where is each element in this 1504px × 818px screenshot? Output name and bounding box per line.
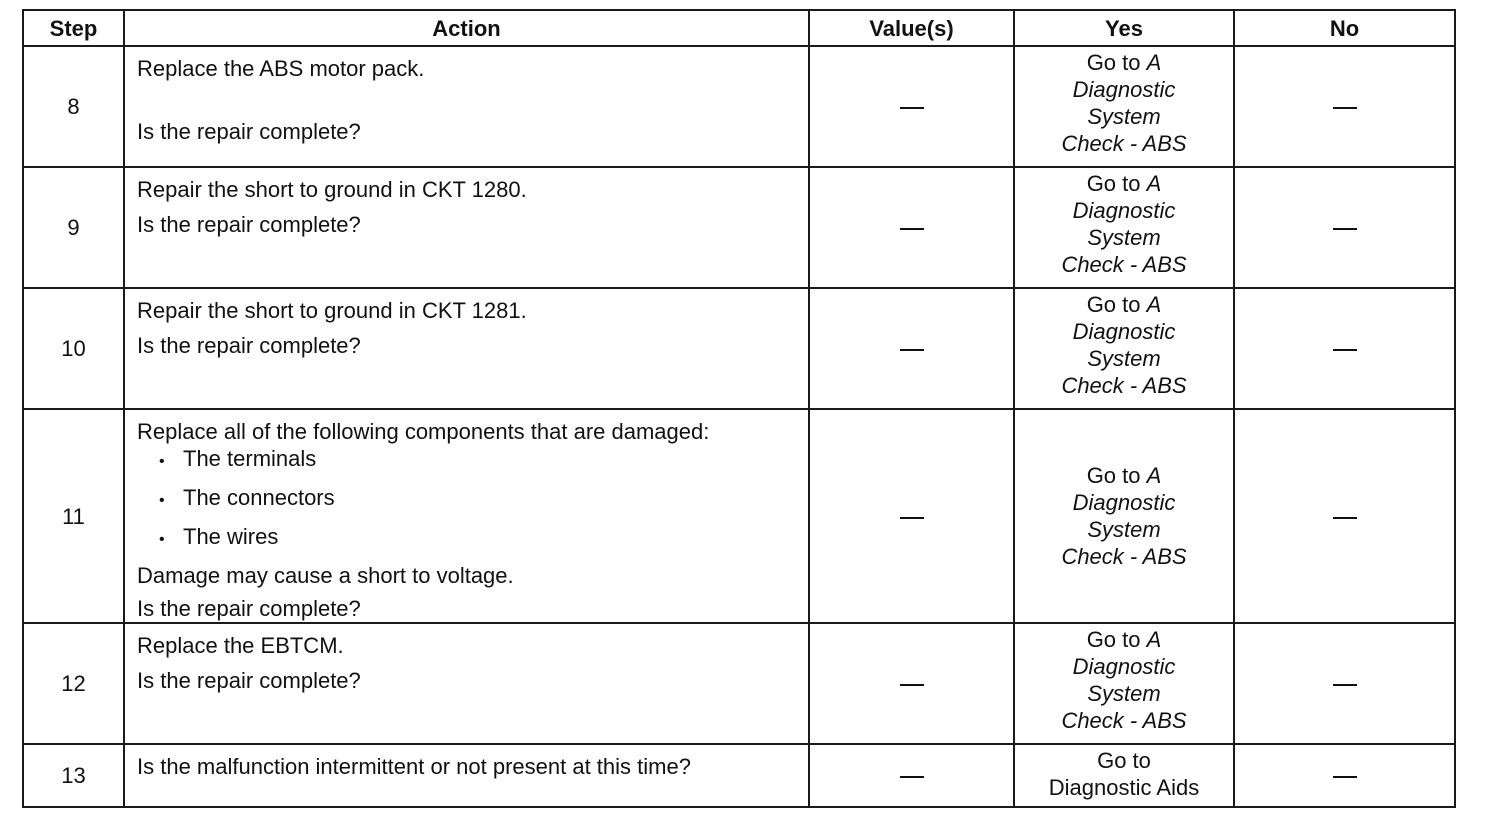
yes-a: A (1146, 171, 1162, 196)
action-text: Replace all of the following components that are damaged: (137, 419, 710, 444)
yes-cell (1014, 288, 1234, 409)
yes-cell (1014, 623, 1234, 744)
yes-check-abs: Check - ABS (1061, 252, 1187, 277)
dash-icon (900, 107, 924, 109)
action-cell (124, 167, 809, 288)
header-action: Action (124, 10, 809, 46)
table-row (23, 167, 1455, 288)
bullet-item (137, 445, 796, 475)
table-row (23, 744, 1455, 807)
yes-system: System (1087, 346, 1161, 371)
action-question: Is the repair complete? (137, 119, 361, 144)
value-cell (809, 744, 1014, 807)
bullet-icon: • (159, 492, 165, 509)
action-text: Is the malfunction intermittent or not present at this time? (137, 754, 691, 779)
header-yes: Yes (1014, 10, 1234, 46)
action-note: Damage may cause a short to voltage. (137, 563, 514, 588)
table-row (23, 46, 1455, 167)
action-cell (124, 46, 809, 167)
dash-icon (900, 349, 924, 351)
dash-icon (1333, 228, 1357, 230)
yes-cell (1014, 46, 1234, 167)
table-row (23, 623, 1455, 744)
bullet-icon: • (159, 531, 165, 548)
yes-check-abs: Check - ABS (1061, 373, 1187, 398)
yes-system: System (1087, 104, 1161, 129)
dash-icon (1333, 107, 1357, 109)
action-cell (124, 409, 809, 623)
step-number: 8 (23, 46, 124, 167)
dash-icon (900, 776, 924, 778)
yes-a: A (1146, 627, 1162, 652)
step-number: 11 (23, 409, 124, 623)
yes-diagnostic: Diagnostic (1072, 490, 1176, 515)
yes-cell (1014, 167, 1234, 288)
action-cell (124, 623, 809, 744)
header-row (23, 10, 1455, 46)
action-question: Is the repair complete? (137, 668, 361, 693)
header-no: No (1234, 10, 1455, 46)
yes-check-abs: Check - ABS (1061, 131, 1187, 156)
value-cell (809, 623, 1014, 744)
action-question: Is the repair complete? (137, 596, 361, 621)
yes-go-to: Go to (1097, 748, 1151, 773)
no-cell (1234, 623, 1455, 744)
yes-go-to: Go to (1086, 171, 1141, 196)
dash-icon (900, 517, 924, 519)
no-cell (1234, 744, 1455, 807)
action-question: Is the repair complete? (137, 333, 361, 358)
yes-diagnostic: Diagnostic (1072, 77, 1176, 102)
value-cell (809, 409, 1014, 623)
dash-icon (1333, 517, 1357, 519)
yes-system: System (1087, 517, 1161, 542)
yes-diagnostic: Diagnostic (1072, 198, 1176, 223)
yes-cell (1014, 744, 1234, 807)
step-number: 12 (23, 623, 124, 744)
step-number: 10 (23, 288, 124, 409)
bullet-item (137, 484, 796, 514)
dash-icon (1333, 684, 1357, 686)
dash-icon (1333, 776, 1357, 778)
yes-diagnostic: Diagnostic (1072, 654, 1176, 679)
no-cell (1234, 46, 1455, 167)
bullet-icon: • (159, 453, 165, 470)
yes-diagnostic: Diagnostic (1072, 319, 1176, 344)
bullet-text: The wires (183, 524, 279, 549)
table-row (23, 409, 1455, 623)
action-cell (124, 744, 809, 807)
dash-icon (1333, 349, 1357, 351)
dash-icon (900, 228, 924, 230)
header-values: Value(s) (809, 10, 1014, 46)
step-number: 9 (23, 167, 124, 288)
diagnostic-table (22, 9, 1456, 808)
bullet-item (137, 523, 796, 553)
step-number: 13 (23, 744, 124, 807)
action-cell (124, 288, 809, 409)
yes-system: System (1087, 681, 1161, 706)
action-text: Replace the EBTCM. (137, 633, 344, 658)
yes-diagnostic-aids: Diagnostic Aids (1048, 775, 1200, 800)
action-text: Replace the ABS motor pack. (137, 56, 425, 81)
yes-a: A (1146, 292, 1162, 317)
table-row (23, 288, 1455, 409)
value-cell (809, 167, 1014, 288)
yes-go-to: Go to (1086, 50, 1141, 75)
yes-go-to: Go to (1086, 292, 1141, 317)
yes-a: A (1146, 463, 1162, 488)
yes-check-abs: Check - ABS (1061, 544, 1187, 569)
action-text: Repair the short to ground in CKT 1281. (137, 298, 527, 323)
yes-go-to: Go to (1086, 627, 1141, 652)
action-question: Is the repair complete? (137, 212, 361, 237)
yes-system: System (1087, 225, 1161, 250)
value-cell (809, 46, 1014, 167)
yes-check-abs: Check - ABS (1061, 708, 1187, 733)
header-step: Step (23, 10, 124, 46)
bullet-text: The terminals (183, 446, 317, 471)
yes-go-to: Go to (1086, 463, 1141, 488)
yes-a: A (1146, 50, 1162, 75)
yes-cell (1014, 409, 1234, 623)
bullet-text: The connectors (183, 485, 335, 510)
no-cell (1234, 167, 1455, 288)
dash-icon (900, 684, 924, 686)
action-text: Repair the short to ground in CKT 1280. (137, 177, 527, 202)
no-cell (1234, 409, 1455, 623)
value-cell (809, 288, 1014, 409)
no-cell (1234, 288, 1455, 409)
